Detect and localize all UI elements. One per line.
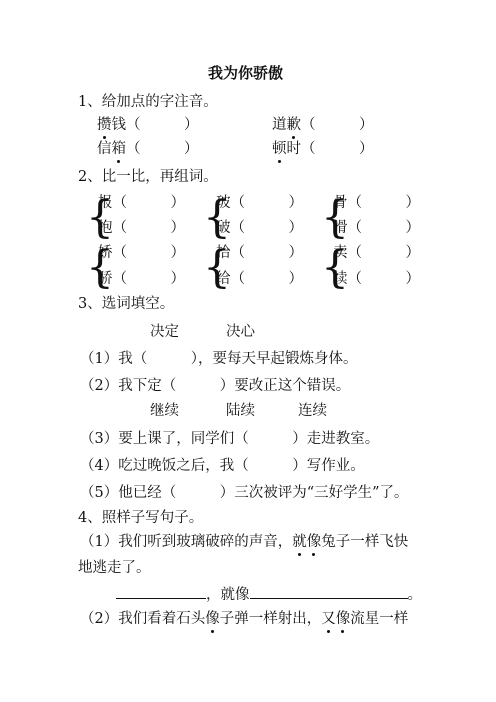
word-pair-item: 娇（ ） — [98, 245, 185, 261]
word-pair-item: 破（ ） — [216, 220, 303, 236]
q1-heading: 1、给加点的字注音。 — [78, 94, 218, 110]
example-sentence: （2）我们看着石头像子弹一样射出，又像流星一样 — [80, 611, 409, 627]
q1-item: 道歉（ ） — [272, 117, 374, 133]
word-option: 连续 — [298, 403, 327, 419]
answer-line: ，就像 。 — [116, 584, 422, 604]
fill-sentence: （2）我下定（ ）要改正这个错误。 — [80, 378, 351, 394]
word-pair-item: 续（ ） — [333, 271, 420, 287]
q2-heading: 2、比一比，再组词。 — [78, 169, 218, 185]
example-sentence: （1）我们听到玻璃破碎的声音，就像兔子一样飞快 — [80, 534, 409, 550]
fill-sentence: （1）我（ ），要每天早起锻炼身体。 — [80, 351, 358, 367]
brace-icon: { — [321, 242, 349, 293]
word-pair-item: 骄（ ） — [98, 271, 185, 287]
word-option: 继续 — [150, 403, 179, 419]
word-pair-item: 拾（ ） — [216, 245, 303, 261]
fill-sentence: （4）吃过晚饭之后，我（ ）写作业。 — [80, 458, 365, 474]
q1-item: 攒钱（ ） — [97, 117, 199, 133]
word-pair-item: 给（ ） — [216, 271, 303, 287]
q3-heading: 3、选词填空。 — [78, 296, 175, 312]
fill-sentence: （5）他已经（ ）三次被评为“三好学生”了。 — [80, 485, 409, 501]
word-pair-item: 卖（ ） — [333, 245, 420, 261]
q4-heading: 4、照样子写句子。 — [78, 510, 204, 526]
answer-blank[interactable] — [250, 584, 408, 599]
word-pair-item: 骨（ ） — [333, 195, 420, 211]
fill-sentence: （3）要上课了，同学们（ ）走进教室。 — [80, 431, 380, 447]
brace-icon: { — [321, 192, 349, 243]
brace-icon: { — [203, 242, 231, 293]
page-title: 我为你骄傲 — [208, 64, 284, 82]
word-pair-item: 抱（ ） — [98, 220, 185, 236]
word-option: 决定 — [150, 324, 179, 340]
answer-blank[interactable] — [116, 584, 206, 599]
q1-item: 信箱（ ） — [97, 141, 199, 157]
word-option: 决心 — [226, 324, 255, 340]
word-pair-item: 报（ ） — [98, 195, 185, 211]
word-pair-item: 滑（ ） — [333, 220, 420, 236]
q1-item: 顿时（ ） — [272, 141, 374, 157]
brace-icon: { — [86, 192, 114, 243]
example-sentence-cont: 地逃走了。 — [78, 560, 151, 576]
brace-icon: { — [203, 192, 231, 243]
brace-icon: { — [86, 242, 114, 293]
word-pair-item: 玻（ ） — [216, 195, 303, 211]
word-option: 陆续 — [226, 403, 255, 419]
